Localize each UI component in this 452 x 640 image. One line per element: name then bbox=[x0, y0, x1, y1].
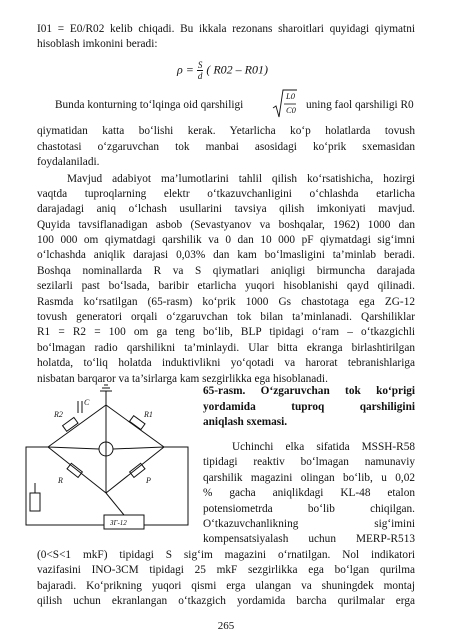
sqrt-numerator: L0 bbox=[286, 91, 295, 101]
paragraph-4-side-line: tipidagi reaktiv bo‘lmagan namunaviy bbox=[203, 456, 415, 468]
formula-rest: ( R02 – R01) bbox=[206, 62, 269, 77]
paragraph-3-line: sezilarli past bo‘lsada, baribir etarlicha yuqori hisoblanishi qayd qilinadi. bbox=[37, 280, 415, 292]
paragraph-3-line: vaqtda tuproqlarning elektr o‘tkazuvchanligini o‘chlashda etarlicha bbox=[37, 188, 415, 200]
paragraph-3-line: holatda, to‘liq holatda induktivlikni yo‘qotadi va harorat tebranishlariga bbox=[37, 357, 415, 369]
paragraph-2-line-1a: Bunda konturning to‘lqinga oid qarshiligi bbox=[55, 99, 244, 111]
paragraph-3-line: Quyida tavsiflanadigan asbob (Sevastyanov va boshqalar, 1962) 1000 dan bbox=[37, 219, 415, 231]
paragraph-4-side-line: O‘tkazuvchanlikning sig‘imini bbox=[203, 518, 415, 530]
bridge-circuit-diagram bbox=[18, 383, 196, 533]
formula-rho-symbol: ρ = bbox=[177, 62, 194, 77]
paragraph-3-line: o‘lchashda aniqlik darajasi 0,03% dan kam bo‘lmasligini ta’minlab beradi. bbox=[37, 249, 415, 261]
label-r: R bbox=[58, 476, 63, 485]
paragraph-1-line-1: I01 = E0/R02 kelib chiqadi. Bu ikkala rezonans sharoitlari quyidagi qiymatni bbox=[37, 23, 415, 35]
paragraph-3-line: tovush generatori orqali o‘zgaruvchan tok bilan ta’minlanadi. Qarshiliklar bbox=[37, 311, 415, 323]
paragraph-1-line-2: hisoblash imkonini beradi: bbox=[37, 38, 158, 50]
paragraph-3-line: R1 = R2 = 100 om ga teng bo‘lib, BLP tipidagi o‘ram – o‘tkazgichli bbox=[37, 326, 415, 338]
paragraph-4-side-line: qarshilik magazini olingan bo‘lib, u 0,02 bbox=[203, 472, 415, 484]
paragraph-3-line: darajadagi aniq o‘lchash usullarini tavsiya qilish imkoniyati mavjud. bbox=[37, 203, 415, 215]
paragraph-3-line: bo‘lmagan radio qarshilikni ta’minlaydi. Ular bitta ekranga birlashtirilgan bbox=[37, 342, 415, 354]
paragraph-2-line-1b: uning faol qarshiligi R0 bbox=[306, 99, 414, 111]
page-number: 265 bbox=[217, 620, 235, 632]
paragraph-2-line-4: foydalaniladi. bbox=[37, 156, 100, 168]
paragraph-2-line-3: chastotasi o‘zgaruvchan tok manbai asosidagi ko‘prik sxemasidan bbox=[37, 141, 415, 153]
paragraph-2-line-2: qiymatidan katta bo‘lishi kerak. Yetarlicha ko‘p holatlarda tovush bbox=[37, 125, 415, 137]
paragraph-3-line: Rasmda ko‘rsatilgan (65-rasm) ko‘prik 1000 Gs chastotaga ega ZG-12 bbox=[37, 296, 415, 308]
paragraph-3-line: 100 000 om qiymatdagi qarshilik va 0 dan 10 000 pF qiymatdagi sig‘imni bbox=[37, 234, 415, 246]
paragraph-3-line: nisbatan barqaror va ta’sirlarga kam sezgirlikka ega hisoblanadi. bbox=[37, 373, 328, 385]
label-r2: R2 bbox=[54, 410, 63, 419]
figure-caption-line: aniqlash sxemasi. bbox=[203, 416, 288, 428]
label-generator: ЗГ-12 bbox=[110, 519, 127, 527]
paragraph-4-line: bajaradi. Ko‘prikning yuqori qismi erga ulangan va shuningdek montaj bbox=[37, 580, 415, 592]
formula-fraction bbox=[197, 60, 204, 81]
paragraph-4-line: vazifasini INO-3CM tipidagi 25 mkF sezgirlikka ega bo‘lgan qurilma bbox=[37, 564, 415, 576]
formula-fraction-denominator: d bbox=[197, 71, 203, 81]
label-r1: R1 bbox=[144, 410, 153, 419]
paragraph-4-side-line: potensiometrda bo‘lib chiqilgan. bbox=[203, 503, 415, 515]
label-c: C bbox=[84, 398, 90, 407]
paragraph-4-side-line: Uchinchi elka sifatida MSSH-R58 bbox=[232, 441, 415, 453]
figure-caption-line: yordamida tuproq qarshiligini bbox=[203, 401, 415, 413]
formula-fraction-numerator: S bbox=[197, 60, 203, 70]
label-p: P bbox=[146, 476, 151, 485]
sqrt-denominator: C0 bbox=[286, 105, 296, 115]
paragraph-4-side-line: % gacha aniqlikdagi KL-48 etalon bbox=[203, 487, 415, 499]
paragraph-3-line: Boshqa nominallarda R va S qiymatlari aniqligi birmuncha darajada bbox=[37, 265, 415, 277]
formula-rho bbox=[177, 60, 268, 81]
figure-caption-line: 65-rasm. O‘zgaruvchan tok ko‘prigi bbox=[203, 385, 415, 397]
paragraph-4-line: (0<S<1 mkF) tipidagi S sig‘im magazini o‘rnatilgan. Nol indikatori bbox=[37, 549, 415, 561]
paragraph-4-line: qilish uchun ekranlangan o‘tkazgich yordamida barcha qurilmalar erga bbox=[37, 595, 415, 607]
paragraph-3-line: Mavjud adabiyot ma’lumotlarini tahlil qilish ko‘rsatishicha, hozirgi bbox=[67, 173, 415, 185]
paragraph-4-side-line: kompensatsiyalash uchun MERP-R513 bbox=[203, 533, 415, 545]
